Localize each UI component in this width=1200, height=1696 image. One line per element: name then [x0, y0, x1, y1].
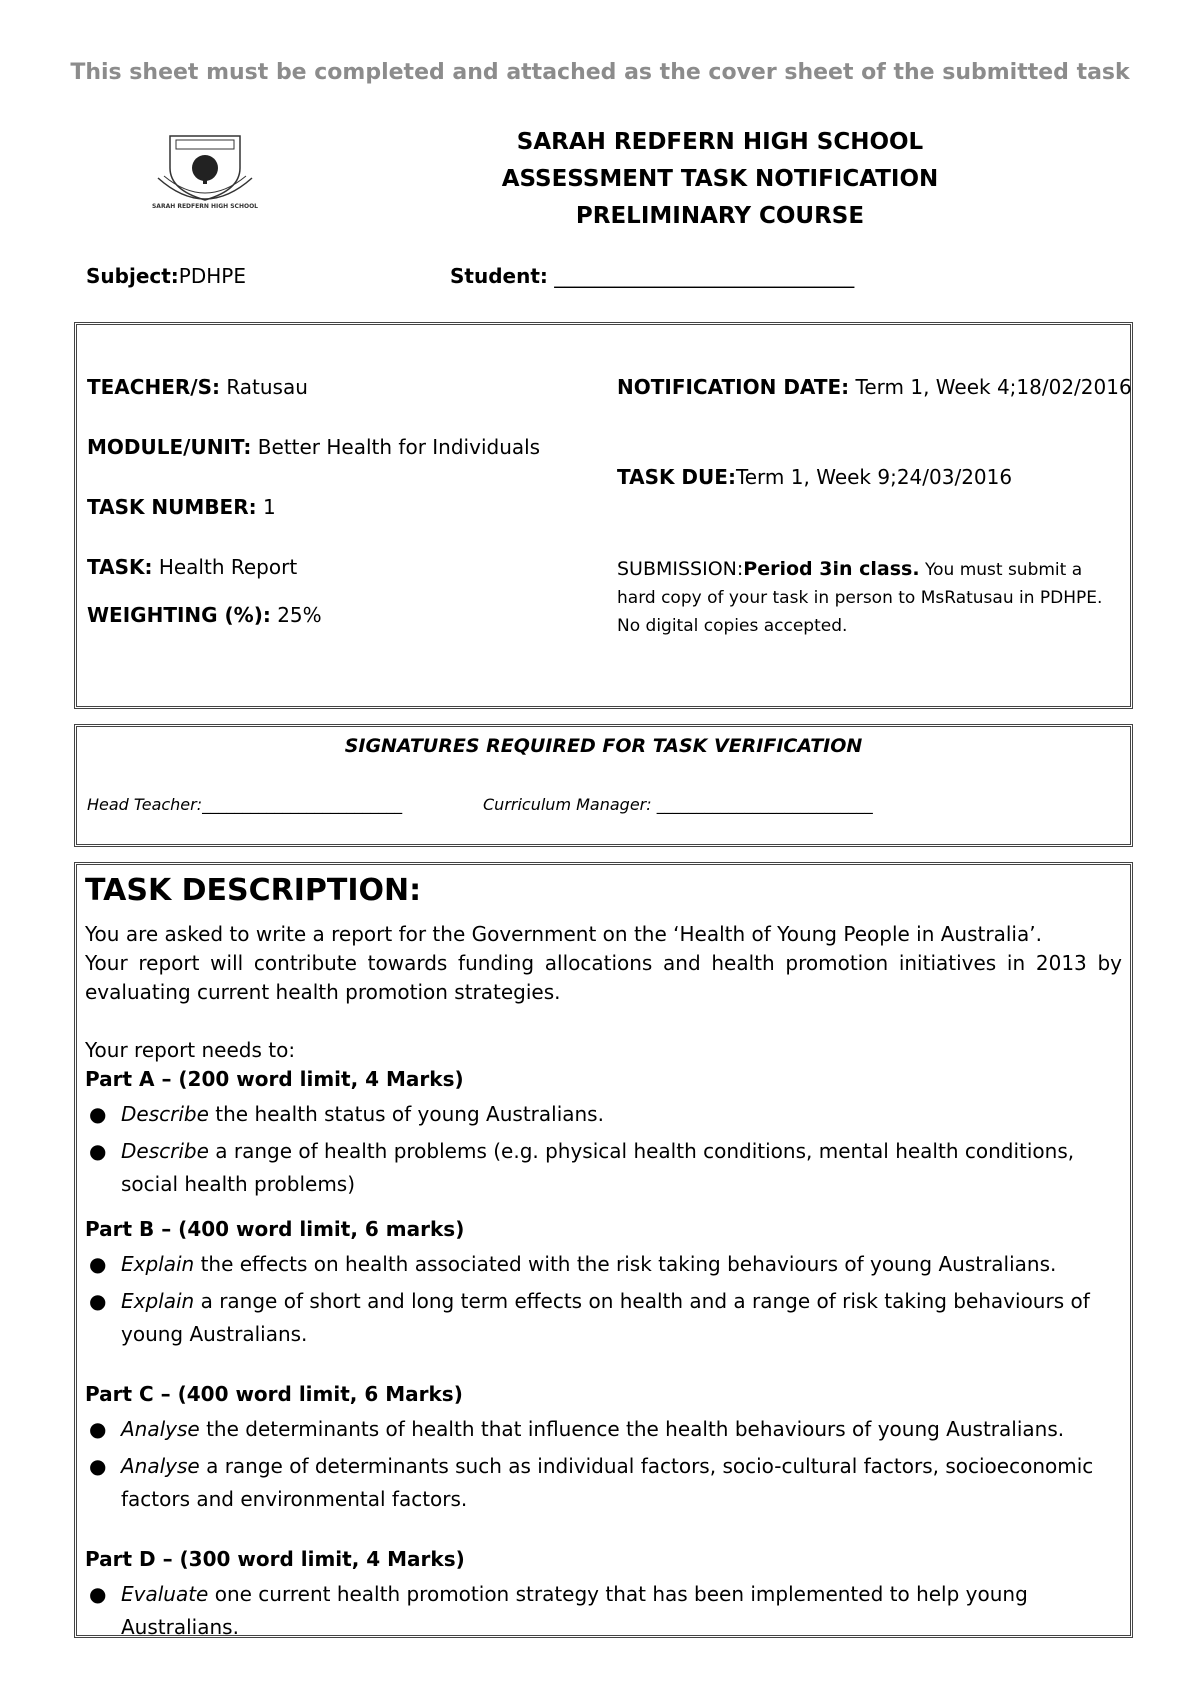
- bullet-icon: ●: [89, 1139, 107, 1163]
- title-block: [420, 124, 1020, 235]
- task-info-box: [74, 322, 1133, 709]
- notification-date-label: NOTIFICATION DATE:: [617, 375, 850, 399]
- list-item: ● Explain the effects on health associated with the risk taking behaviours of young Australians.: [85, 1248, 1122, 1281]
- teacher-label: TEACHER/S:: [87, 375, 220, 399]
- crest-school-text: SARAH REDFERN HIGH SCHOOL: [151, 203, 259, 210]
- student-name-blank[interactable]: ______________________________: [554, 264, 855, 288]
- part-c-heading: Part C – (400 word limit, 6 Marks): [85, 1382, 463, 1406]
- submission-text: You must submit a hard copy of your task in person to MsRatusau in PDHPE. No digital copies accepted.: [617, 560, 1103, 636]
- bullet-icon: ●: [89, 1252, 107, 1276]
- teacher-value: Ratusau: [226, 375, 308, 399]
- description-intro: Your report needs to:: [85, 1038, 296, 1062]
- part-b-heading: Part B – (400 word limit, 6 marks): [85, 1217, 465, 1241]
- task-label: TASK:: [87, 555, 153, 579]
- submission-label: SUBMISSION:: [617, 558, 744, 580]
- bullet-icon: ●: [89, 1102, 107, 1126]
- task-number-value: 1: [262, 495, 276, 519]
- task-number-label: TASK NUMBER:: [87, 495, 257, 519]
- list-item: ● Evaluate one current health promotion strategy that has been implemented to help young Australians.: [85, 1578, 1122, 1644]
- teacher-field: [87, 375, 308, 399]
- course-title: PRELIMINARY COURSE: [575, 203, 865, 229]
- list-item: ● Explain a range of short and long term effects on health and a range of risk taking behaviours of young Australians.: [85, 1285, 1122, 1351]
- weighting-field: [87, 603, 322, 627]
- task-due-field: [617, 465, 1012, 489]
- student-label: Student:: [450, 264, 548, 288]
- task-description-body: [85, 920, 1122, 1644]
- school-crest-logo: [150, 128, 260, 216]
- part-a-heading: Part A – (200 word limit, 4 Marks): [85, 1067, 464, 1091]
- head-teacher-signature[interactable]: Head Teacher:_________________________: [87, 795, 403, 814]
- task-description-heading: TASK DESCRIPTION:: [85, 873, 422, 908]
- module-value: Better Health for Individuals: [257, 435, 541, 459]
- signatures-title: SIGNATURES REQUIRED FOR TASK VERIFICATION: [344, 735, 863, 757]
- task-field: [87, 555, 297, 579]
- bullet-icon: ●: [89, 1454, 107, 1478]
- part-d-heading: Part D – (300 word limit, 4 Marks): [85, 1547, 465, 1571]
- bullet-icon: ●: [89, 1417, 107, 1441]
- subject-value: PDHPE: [178, 264, 246, 288]
- module-field: [87, 435, 540, 459]
- notification-date-value: Term 1, Week 4;18/02/2016: [855, 375, 1132, 399]
- bullet-icon: ●: [89, 1582, 107, 1606]
- submission-field: [617, 555, 1117, 640]
- bullet-icon: ●: [89, 1289, 107, 1313]
- subject-label: Subject:: [86, 264, 179, 288]
- subject-line: [86, 264, 246, 288]
- cover-note: This sheet must be completed and attached as the cover sheet of the submitted task: [70, 60, 1130, 85]
- student-line: [450, 264, 854, 288]
- list-item: ● Analyse a range of determinants such as individual factors, socio-cultural factors, socioeconomic factors and environmental factors.: [85, 1450, 1122, 1516]
- weighting-value: 25%: [277, 603, 322, 627]
- notification-date-field: [617, 375, 1132, 399]
- submission-bold: Period 3in class.: [743, 558, 920, 580]
- task-due-label: TASK DUE:: [617, 465, 736, 489]
- description-line-2: Your report will contribute towards funding allocations and health promotion initiatives in 2013 by evaluating current health promotion strategies.: [85, 951, 1122, 1004]
- module-label: MODULE/UNIT:: [87, 435, 252, 459]
- notification-title: ASSESSMENT TASK NOTIFICATION: [501, 166, 939, 192]
- task-description-box: [74, 862, 1133, 1638]
- weighting-label: WEIGHTING (%):: [87, 603, 271, 627]
- list-item: ● Analyse the determinants of health that influence the health behaviours of young Australians.: [85, 1413, 1122, 1446]
- part-b-list: [85, 1248, 1122, 1351]
- school-name: SARAH REDFERN HIGH SCHOOL: [516, 129, 924, 155]
- signatures-box: [74, 724, 1133, 847]
- part-a-list: [85, 1098, 1122, 1201]
- task-number-field: [87, 495, 276, 519]
- list-item: ● Describe the health status of young Australians.: [85, 1098, 1122, 1131]
- task-value: Health Report: [158, 555, 298, 579]
- part-d-list: [85, 1578, 1122, 1644]
- curriculum-manager-signature[interactable]: Curriculum Manager: ___________________________: [483, 795, 873, 814]
- task-due-value: Term 1, Week 9;24/03/2016: [735, 465, 1013, 489]
- list-item: ● Describe a range of health problems (e.g. physical health conditions, mental health conditions, social health problems): [85, 1135, 1122, 1201]
- part-c-list: [85, 1413, 1122, 1516]
- description-line-1: You are asked to write a report for the Government on the ‘Health of Young People in Australia’.: [85, 922, 1042, 946]
